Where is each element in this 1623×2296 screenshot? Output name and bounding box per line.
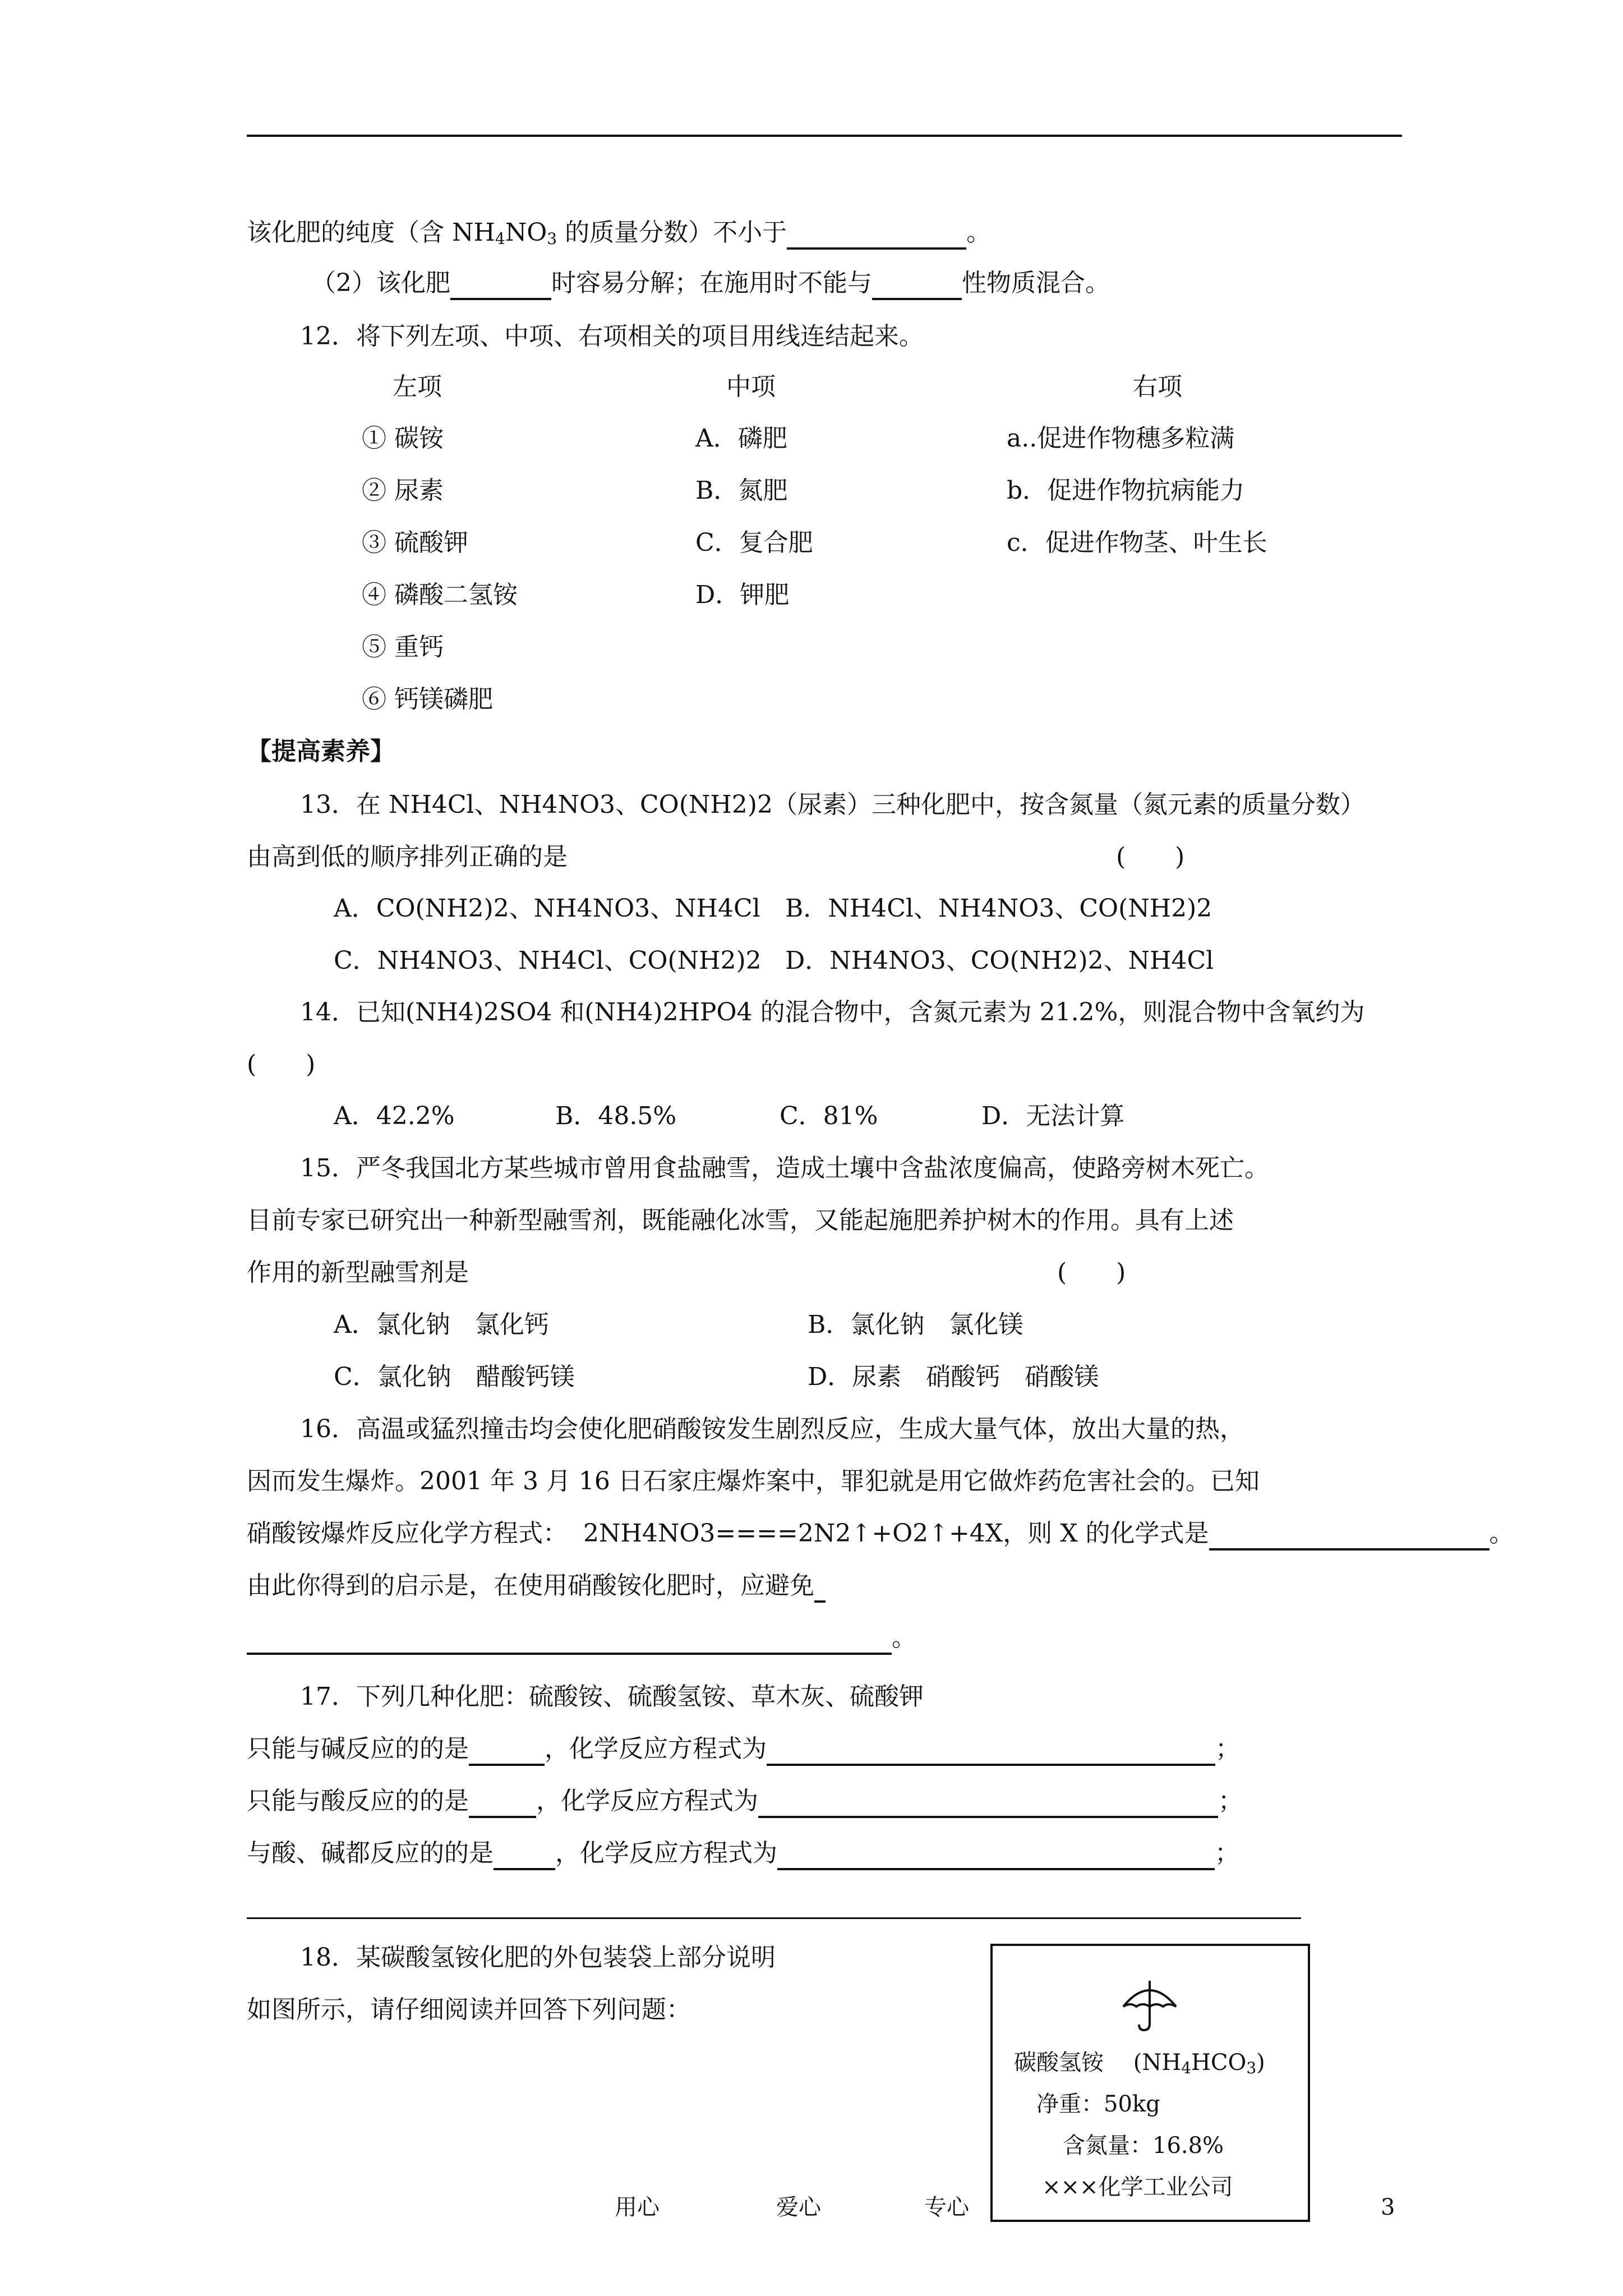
q11-purity-mid: NO [505, 218, 547, 247]
q16-line-4 [247, 1569, 826, 1603]
q12-right-item[interactable]: b．促进作物抗病能力 [1007, 476, 1245, 505]
q11-part2-line [311, 266, 1110, 300]
footer-word: 用心 [615, 2194, 660, 2220]
q17-row2-label: 只能与酸反应的的是 [247, 1787, 469, 1815]
q17-row2-fertilizer-blank[interactable] [469, 1789, 536, 1818]
q12-middle-item[interactable]: A．磷肥 [695, 424, 787, 453]
q17-row3-label: 与酸、碱都反应的的是 [247, 1839, 494, 1867]
q12-middle-item[interactable]: B．氮肥 [695, 476, 788, 505]
q11-p2-a: （2）该化肥 [311, 269, 450, 297]
q12-left-item[interactable]: ⑥ 钙镁磷肥 [362, 685, 493, 714]
q16-advice-text: 由此你得到的启示是，在使用硝酸铵化肥时，应避免 [247, 1571, 814, 1600]
q11-purity-blank[interactable] [787, 220, 966, 250]
q11-purity-suffix: 的质量分数）不小于 [557, 218, 787, 247]
q15-answer-paren[interactable]: ( ) [1057, 1258, 1126, 1287]
q17-row3-mid: ，化学反应方程式为 [555, 1839, 777, 1867]
q13-option[interactable]: D．NH4NO3、CO(NH2)2、NH4Cl [785, 946, 1214, 975]
q17-stem: 17．下列几种化肥：硫酸铵、硫酸氢铵、草木灰、硫酸钾 [300, 1682, 924, 1711]
q11-mix-blank[interactable] [872, 271, 962, 300]
q12-middle-item[interactable]: D．钾肥 [695, 581, 790, 609]
header-rule [247, 135, 1402, 137]
q15-option[interactable]: B．氯化钠 氯化镁 [808, 1310, 1023, 1339]
answer-rule [247, 1917, 1301, 1919]
q14-option[interactable]: D．无法计算 [981, 1102, 1125, 1130]
q16-period-2: 。 [892, 1623, 916, 1652]
q17-row1-end: ； [1215, 1734, 1240, 1763]
q13-line-1: 13．在 NH4Cl、NH4NO3、CO(NH2)2（尿素）三种化肥中，按含氮量（氮元素的质量分数） [300, 790, 1365, 819]
footer-word: 爱心 [776, 2194, 821, 2220]
q14-option[interactable]: B．48.5% [555, 1102, 677, 1130]
q17-row-base [247, 1732, 1240, 1766]
q13-option[interactable]: A．CO(NH2)2、NH4NO3、NH4Cl [334, 894, 760, 923]
q15-line-2: 目前专家已研究出一种新型融雪剂，既能融化冰雪，又能起施肥养护树木的作用。具有上述 [247, 1206, 1234, 1235]
q11-p2-b: 时容易分解；在施用时不能与 [551, 269, 872, 297]
q16-advice-blank-start[interactable] [814, 1573, 826, 1603]
footer-word: 专心 [924, 2194, 969, 2220]
q17-row-both [247, 1837, 1239, 1870]
q12-middle-item[interactable]: C．复合肥 [695, 528, 813, 557]
q17-row3-end: ； [1215, 1839, 1239, 1867]
fertilizer-label-box [990, 1944, 1310, 2222]
page-number: 3 [1381, 2194, 1395, 2220]
label-net-weight: 净重：50kg [1036, 2091, 1160, 2117]
q12-right-item[interactable]: a..促进作物穗多粒满 [1007, 424, 1235, 453]
q15-option[interactable]: A．氯化钠 氯化钙 [334, 1310, 549, 1339]
q18-line-2: 如图所示，请仔细阅读并回答下列问题： [247, 1995, 691, 2024]
umbrella-icon [1119, 1974, 1181, 2036]
q16-line-1: 16．高温或猛烈撞击均会使化肥硝酸铵发生剧烈反应，生成大量气体，放出大量的热， [300, 1415, 1244, 1443]
q16-line-5 [247, 1621, 916, 1655]
q17-row-acid [247, 1784, 1243, 1818]
q16-formula-blank[interactable] [1209, 1521, 1490, 1550]
q16-advice-blank[interactable] [247, 1626, 892, 1655]
q15-line-3: 作用的新型融雪剂是 [247, 1258, 469, 1287]
q14-answer-paren[interactable]: ( ) [247, 1050, 316, 1079]
q17-row3-equation-blank[interactable] [777, 1841, 1215, 1870]
label-name-line [1014, 2046, 1265, 2079]
q13-line-2: 由高到低的顺序排列正确的是 [247, 843, 568, 871]
q17-row1-fertilizer-blank[interactable] [469, 1737, 545, 1766]
q11-purity-line [247, 216, 991, 250]
q17-row2-equation-blank[interactable] [758, 1789, 1218, 1818]
q15-option[interactable]: D．尿素 硝酸钙 硝酸镁 [808, 1363, 1099, 1391]
q12-header-right: 右项 [1133, 372, 1182, 401]
q11-sub-2: 3 [547, 229, 557, 248]
label-nitrogen-content: 含氮量：16.8% [1063, 2133, 1224, 2159]
q17-row1-equation-blank[interactable] [767, 1737, 1215, 1766]
q18-line-1: 18．某碳酸氢铵化肥的外包装袋上部分说明 [300, 1943, 776, 1972]
q16-equation-text: 硝酸铵爆炸反应化学方程式： 2NH4NO3====2N2↑+O2↑+4X，则 X 的化学式是 [247, 1519, 1209, 1548]
q17-row2-end: ； [1218, 1787, 1243, 1815]
label-product-name: 碳酸氢铵 [1014, 2050, 1104, 2076]
q12-left-item[interactable]: ③ 硫酸钾 [362, 528, 468, 557]
q14-option[interactable]: C．81% [780, 1102, 878, 1130]
q12-left-item[interactable]: ① 碳铵 [362, 424, 444, 453]
q14-line-1: 14．已知(NH4)2SO4 和(NH4)2HPO4 的混合物中，含氮元素为 21.2%，则混合物中含氧约为 [300, 998, 1365, 1027]
q12-stem: 12．将下列左项、中项、右项相关的项目用线连结起来。 [300, 322, 924, 351]
q13-option[interactable]: C．NH4NO3、NH4Cl、CO(NH2)2 [334, 946, 762, 975]
q16-line-3 [247, 1517, 1514, 1550]
q12-left-item[interactable]: ④ 磷酸二氢铵 [362, 581, 518, 609]
label-formula: $(NH_4HCO_3)$ [1104, 2050, 1265, 2077]
q17-row3-fertilizer-blank[interactable] [494, 1841, 555, 1870]
q11-decompose-blank[interactable] [450, 271, 551, 300]
q15-option[interactable]: C．氯化钠 醋酸钙镁 [334, 1363, 575, 1391]
label-company: ×××化学工业公司 [1042, 2174, 1233, 2200]
q13-answer-paren[interactable]: ( ) [1116, 843, 1185, 871]
q16-line-2: 因而发生爆炸。2001 年 3 月 16 日石家庄爆炸案中，罪犯就是用它做炸药危害社会的。已知 [247, 1467, 1260, 1496]
q13-option[interactable]: B．NH4Cl、NH4NO3、CO(NH2)2 [785, 894, 1212, 923]
q11-sub-1: 4 [495, 229, 505, 248]
q17-row1-label: 只能与碱反应的的是 [247, 1734, 469, 1763]
q12-header-middle: 中项 [726, 372, 776, 401]
q12-left-item[interactable]: ② 尿素 [362, 476, 444, 505]
q12-header-left: 左项 [393, 372, 442, 401]
q17-row2-mid: ，化学反应方程式为 [536, 1787, 758, 1815]
label-formula-sub: 3 [1246, 2059, 1257, 2077]
q11-p2-c: 性物质混合。 [962, 269, 1110, 297]
q14-option[interactable]: A．42.2% [334, 1102, 455, 1130]
q17-row1-mid: ，化学反应方程式为 [545, 1734, 767, 1763]
label-formula-sub: 4 [1181, 2059, 1192, 2077]
q16-period: 。 [1489, 1519, 1514, 1548]
q11-period: 。 [966, 218, 992, 247]
section-heading: 【提高素养】 [247, 737, 395, 766]
q12-right-item[interactable]: c．促进作物茎、叶生长 [1007, 528, 1267, 557]
q11-purity-prefix: 该化肥的纯度（含 NH [247, 218, 495, 247]
q12-left-item[interactable]: ⑤ 重钙 [362, 633, 444, 661]
q15-line-1: 15．严冬我国北方某些城市曾用食盐融雪，造成土壤中含盐浓度偏高，使路旁树木死亡。 [300, 1154, 1269, 1182]
